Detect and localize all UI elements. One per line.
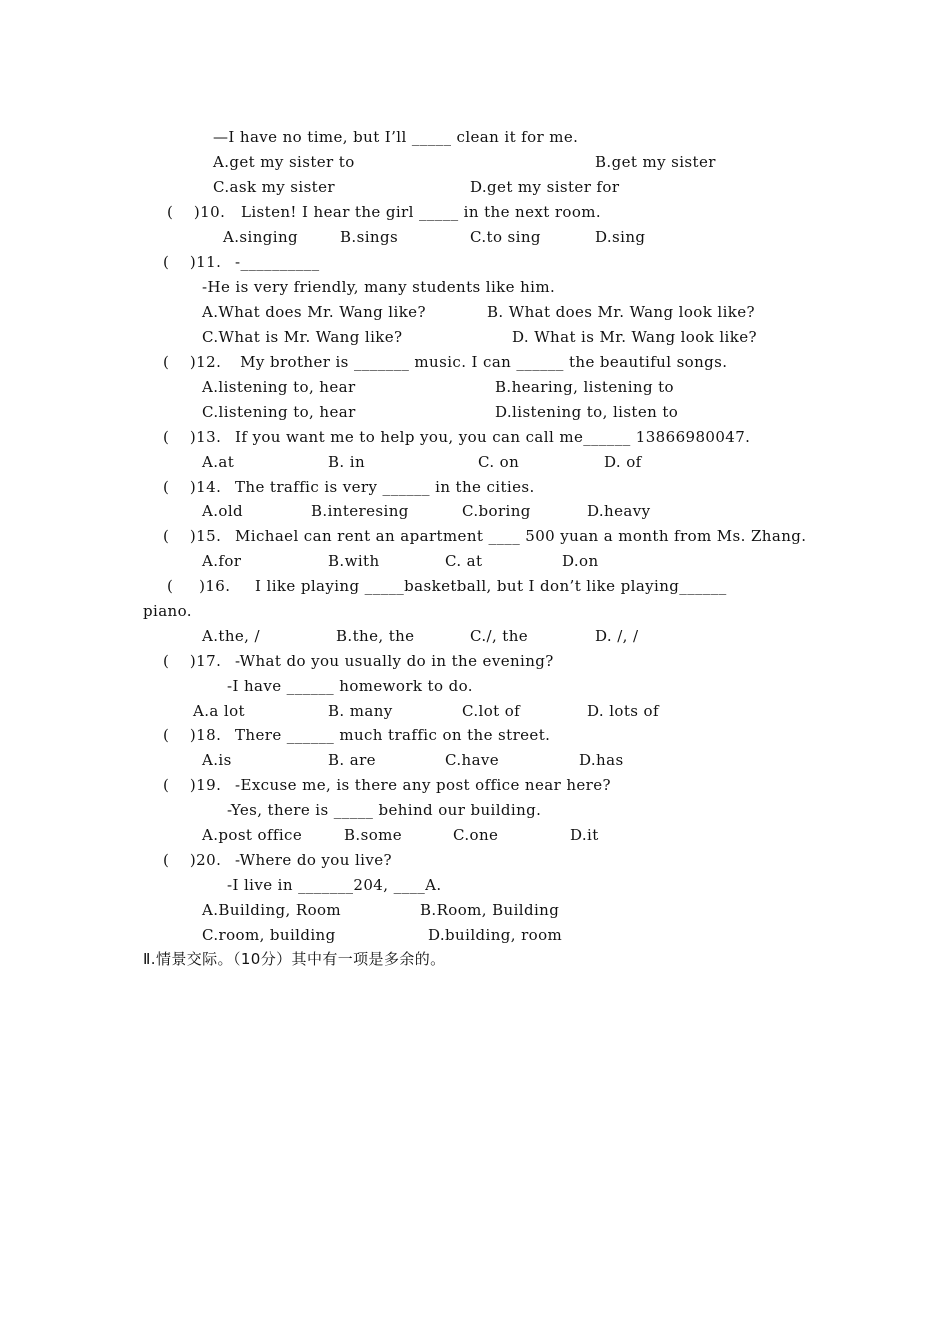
q20-option-c: C.room, building: [202, 926, 336, 944]
q18-option-b: B. are: [328, 751, 376, 769]
q13-option-d: D. of: [604, 453, 642, 471]
q11-option-b: B. What does Mr. Wang look like?: [487, 303, 755, 321]
q11-line2: -He is very friendly, many students like him.: [202, 278, 556, 296]
q12-stem: My brother is _______ music. I can ______ the beautiful songs.: [235, 353, 728, 371]
q16-answer-blank: ( )16.: [167, 577, 231, 595]
q10-option-a: A.singing: [223, 228, 299, 246]
q16-option-d: D. /, /: [595, 627, 639, 645]
q15-answer-blank: ( )15.: [163, 527, 222, 545]
q14-option-a: A.old: [202, 502, 244, 520]
q19-stem: -Excuse me, is there any post office near here?: [235, 776, 611, 794]
q20-line2: -I live in _______204, ____A.: [227, 876, 442, 894]
q12-option-b: B.hearing, listening to: [495, 378, 674, 396]
q12-option-c: C.listening to, hear: [202, 403, 356, 421]
q13-stem: If you want me to help you, you can call me______ 13866980047.: [235, 428, 751, 446]
q16-option-b: B.the, the: [336, 627, 415, 645]
q11-option-c: C.What is Mr. Wang like?: [202, 328, 403, 346]
q16-option-c: C./, the: [470, 627, 529, 645]
q19-option-a: A.post office: [202, 826, 303, 844]
q12-option-a: A.listening to, hear: [202, 378, 356, 396]
q9-stem: —I have no time, but I’ll _____ clean it for me.: [213, 128, 579, 146]
q19-line2: -Yes, there is _____ behind our building.: [227, 801, 542, 819]
q15-option-a: A.for: [202, 552, 242, 570]
q20-option-a: A.Building, Room: [202, 901, 342, 919]
q17-option-c: C.lot of: [462, 702, 521, 720]
q17-line2: -I have ______ homework to do.: [227, 677, 473, 695]
q9-option-d: D.get my sister for: [470, 178, 620, 196]
q11-stem: -__________: [235, 253, 320, 271]
q18-answer-blank: ( )18.: [163, 726, 222, 744]
q12-option-d: D.listening to, listen to: [495, 403, 679, 421]
q10-option-c: C.to sing: [470, 228, 541, 246]
q11-answer-blank: ( )11.: [163, 253, 222, 271]
q13-option-a: A.at: [202, 453, 235, 471]
q15-option-b: B.with: [328, 552, 380, 570]
q9-option-b: B.get my sister: [595, 153, 716, 171]
q15-option-d: D.on: [562, 552, 599, 570]
section-2-heading: Ⅱ.情景交际。（10分）其中有一项是多余的。: [143, 950, 446, 968]
q16-stem: I like playing _____basketball, but I don’t like playing______: [255, 577, 727, 595]
q20-option-d: D.building, room: [428, 926, 563, 944]
q10-option-b: B.sings: [340, 228, 399, 246]
q18-option-c: C.have: [445, 751, 500, 769]
q17-option-b: B. many: [328, 702, 393, 720]
q17-option-a: A.a lot: [193, 702, 245, 720]
q9-option-a: A.get my sister to: [213, 153, 355, 171]
q16-option-a: A.the, /: [202, 627, 260, 645]
q10-stem: Listen! I hear the girl _____ in the next room.: [241, 203, 602, 221]
q10-answer-blank: ( )10.: [167, 203, 226, 221]
q19-answer-blank: ( )19.: [163, 776, 222, 794]
q13-answer-blank: ( )13.: [163, 428, 222, 446]
q18-option-a: A.is: [202, 751, 232, 769]
q17-option-d: D. lots of: [587, 702, 659, 720]
q19-option-d: D.it: [570, 826, 599, 844]
q14-option-b: B.interesing: [311, 502, 409, 520]
q19-option-c: C.one: [453, 826, 499, 844]
q13-option-c: C. on: [478, 453, 520, 471]
q14-option-d: D.heavy: [587, 502, 651, 520]
q20-option-b: B.Room, Building: [420, 901, 560, 919]
q14-stem: The traffic is very ______ in the cities.: [235, 478, 535, 496]
q19-option-b: B.some: [344, 826, 403, 844]
q20-stem: -Where do you live?: [235, 851, 392, 869]
q18-option-d: D.has: [579, 751, 624, 769]
q17-stem: -What do you usually do in the evening?: [235, 652, 554, 670]
q20-answer-blank: ( )20.: [163, 851, 222, 869]
q14-option-c: C.boring: [462, 502, 531, 520]
q11-option-a: A.What does Mr. Wang like?: [202, 303, 426, 321]
q11-option-d: D. What is Mr. Wang look like?: [512, 328, 757, 346]
q15-stem: Michael can rent an apartment ____ 500 yuan a month from Ms. Zhang.: [235, 527, 807, 545]
q15-option-c: C. at: [445, 552, 483, 570]
q16-line2: piano.: [143, 602, 192, 620]
q13-option-b: B. in: [328, 453, 366, 471]
q17-answer-blank: ( )17.: [163, 652, 222, 670]
q18-stem: There ______ much traffic on the street.: [235, 726, 551, 744]
q10-option-d: D.sing: [595, 228, 646, 246]
q9-option-c: C.ask my sister: [213, 178, 335, 196]
q12-answer-blank: ( )12.: [163, 353, 222, 371]
q14-answer-blank: ( )14.: [163, 478, 222, 496]
